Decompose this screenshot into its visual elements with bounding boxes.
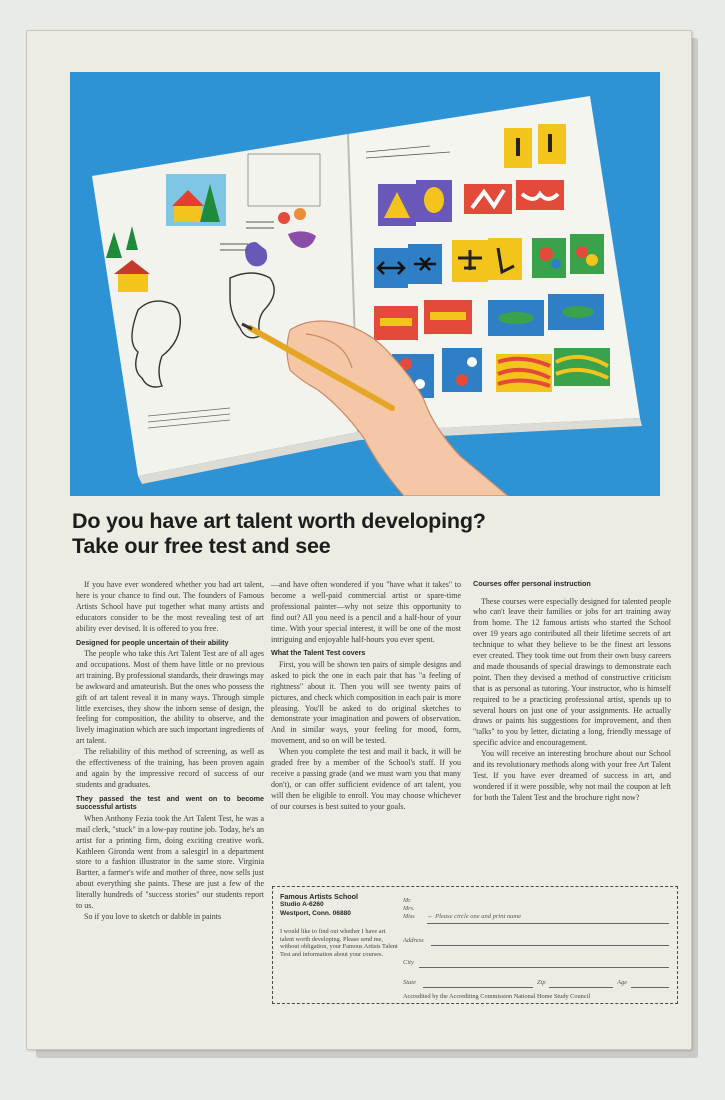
state-label: State [403, 979, 416, 986]
paragraph: —and have often wondered if you "have what it takes" to become a well-paid commercial artist or spare-time professional painter—why not seize this opportunity to find out? All you need is a pencil and a half-hour of your time. With your special interest, it will be one of the most intriguing and enjoyable half-hours you ever spent. [271, 580, 461, 644]
paragraph: The reliability of this method of screening, as well as the effectiveness of the training, has been proven again and again by the impressive record of success of our students and graduates. [76, 747, 264, 789]
coupon-request-text: I would like to find out whether I have art talent worth developing. Please send me, without obligation, your Famous Artists Talent Test and information about your courses. [280, 928, 398, 958]
zip-label: Zip [537, 979, 546, 986]
paragraph: The people who take this Art Talent Test are of all ages and occupations. Most of them have little or no previous art training. By professional standards, their drawings may be awkward and amateurish. But the ones who possess the gift of art talent reveal it in many ways. Through simple little exercises, they show the inborn sense of design, the feeling for composition, the ability to observe, and the lively imagination which are such important ingredients of art talent. [76, 649, 264, 746]
text-column-3 [473, 580, 671, 804]
headline [72, 509, 672, 559]
studio-number: Studio A-6260 [280, 901, 324, 908]
headline-line-1: Do you have art talent worth developing? [72, 509, 486, 533]
address-field[interactable] [431, 945, 669, 946]
city-field[interactable] [419, 967, 669, 968]
name-field[interactable] [427, 923, 669, 924]
accreditation-note: Accredited by the Accrediting Commission National Home Study Council [403, 993, 591, 1000]
salutation-miss[interactable]: Miss [403, 913, 415, 920]
headline-line-2: Take our free test and see [72, 534, 331, 558]
zip-field[interactable] [549, 987, 613, 988]
mail-in-coupon[interactable] [272, 886, 678, 1004]
name-hint-text: Please circle one and print name [435, 913, 521, 920]
city-label: City [403, 959, 414, 966]
salutation-mrs[interactable]: Mrs. [403, 905, 415, 912]
salutation-options[interactable] [403, 897, 427, 921]
school-name: Famous Artists School [280, 892, 359, 901]
paragraph: So if you love to sketch or dabble in paints [84, 911, 222, 921]
address-label: Address [403, 937, 424, 944]
school-city: Westport, Conn. 06880 [280, 909, 351, 917]
age-field[interactable] [631, 987, 669, 988]
intro-paragraph: If you have ever wondered whether you had art talent, here is your chance to find out. The founders of Famous Artists School have put together what many artists and educators consider to be the most revealing test of art ability ever devised. It is offered to you free. [76, 580, 264, 633]
text-column-2 [271, 580, 461, 813]
text-column-1 [76, 580, 264, 923]
subheading-talent-test-covers: What the Talent Test covers [271, 648, 366, 658]
state-field[interactable] [423, 987, 533, 988]
workbook-illustration [70, 72, 660, 496]
paragraph: These courses were especially designed for talented people who can't leave their families or jobs for art training away from home. The 12 famous artists who started the School over 19 years ago contributed all their lifetime secrets of art technique to what they believe to be the finest art lessons ever created. They took time out from their own busy careers and made thousands of special drawings to demonstrate each point. Then they devised a method of constructive criticism that is as personal as tutoring. Your instructor, who is himself required to be a practicing professional artist, spends up to several hours on just one of your assignments. He actually draws or paints his suggestions for improvement, and then "talks" to you by letter, dictating a long, friendly message of specific advice and encouragement. [473, 596, 671, 748]
paragraph: When you complete the test and mail it back, it will be graded free by a member of the School's staff. If you receive a passing grade (and we must warn you that many don't), or can offer sufficient evidence of art talent, you will then be eligible to enroll. You may choose whichever of our courses is best suited to your goals. [271, 747, 461, 811]
subheading-passed-test: They passed the test and went on to become successful artists [76, 793, 264, 812]
paragraph: First, you will be shown ten pairs of simple designs and asked to pick the one in each pair that has "a feeling of rightness" about it. Then you will see twenty pairs of pictures, and check which composition in each pair is more pleasing. You'll be asked to do original sketches to demonstrate your imagination and powers of observation. And in similar ways, your feeling for mood, form, movement, and so on will be tested. [271, 659, 461, 746]
salutation-mr[interactable]: Mr. [403, 897, 412, 904]
coupon-address-block [280, 892, 398, 958]
paragraph: When Anthony Fezia took the Art Talent Test, he was a mail clerk, "stuck" in a low-pay routine job. Today, he's an artist for a printing firm, doing exciting creative work. Kathleen Gironda went from a salesgirl in a department store to a fashion illustrator in the same store. Virginia Bartter, a farmer's wife and mother of three, now sells just about everything she paints. These are just a few of the literally hundreds of "success stories" our students report to us. [76, 813, 264, 911]
subheading-personal-instruction: Courses offer personal instruction [473, 579, 591, 588]
subheading-uncertain: Designed for people uncertain of their ability [76, 637, 229, 647]
name-hint: ← Please circle one and print name [427, 913, 521, 920]
paragraph: You will receive an interesting brochure about our School and its revolutionary methods along with your free Art Talent Test. If you have ever dreamed of success in art, and wondered if it were possible, why not mail the coupon at left for both the Talent Test and the brochure right now? [473, 749, 671, 802]
age-label: Age [617, 979, 628, 986]
